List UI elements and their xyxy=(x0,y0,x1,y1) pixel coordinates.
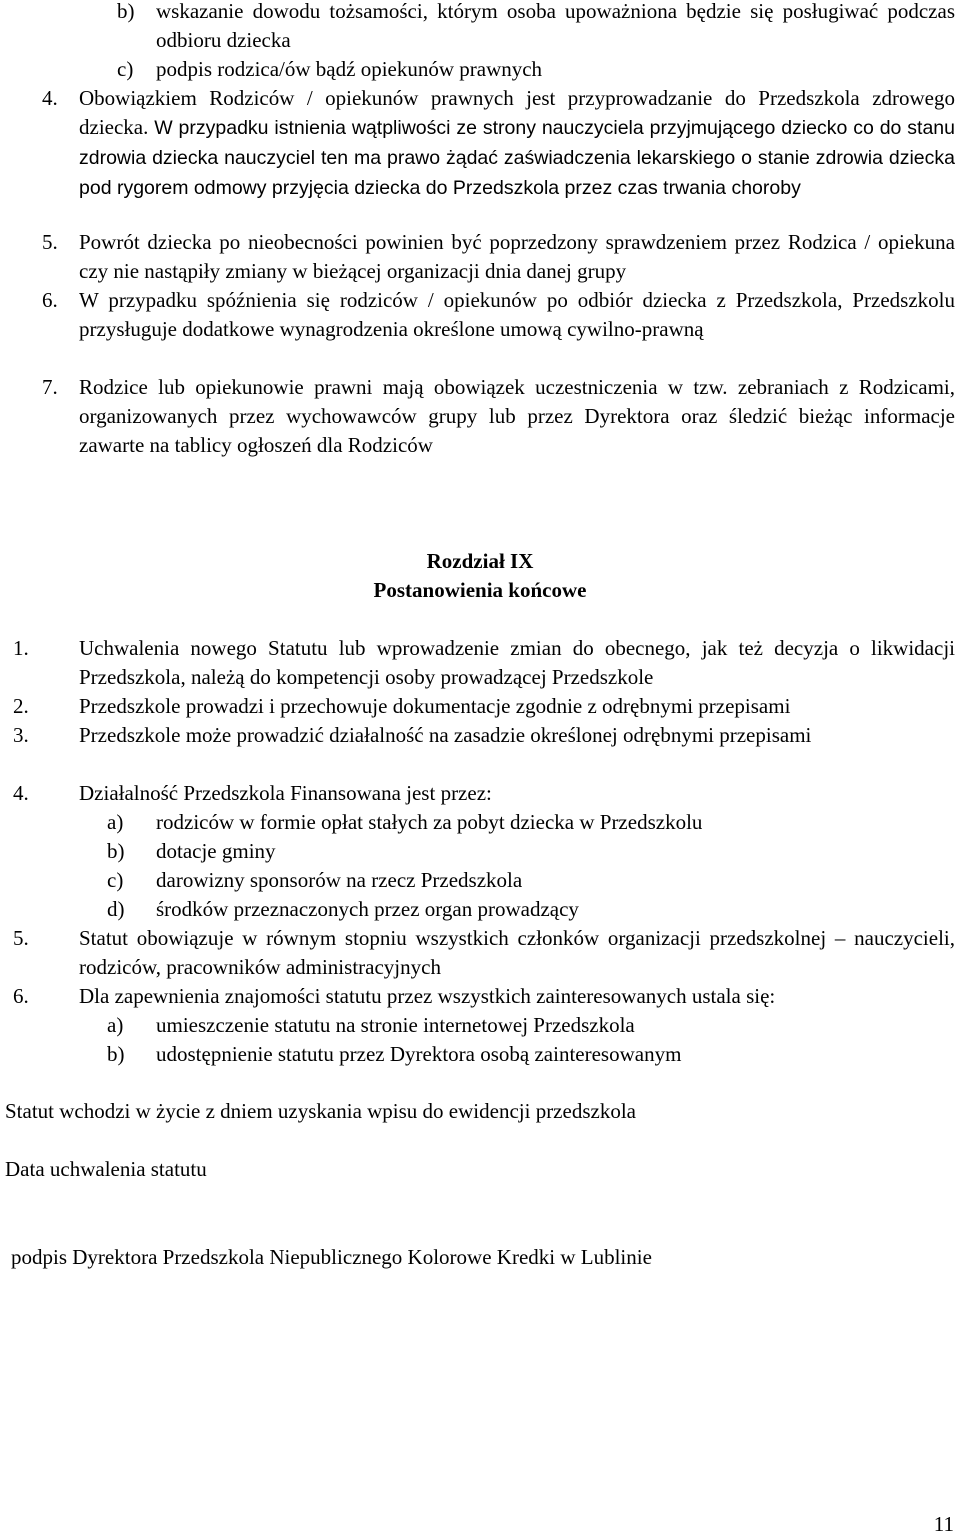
list-item-c xyxy=(0,55,955,84)
list-text: Dla zapewnienia znajomości statutu przez wszystkich zainteresowanych ustala się: xyxy=(79,984,776,1008)
list-marker: b) xyxy=(117,0,135,23)
list-marker: 5. xyxy=(13,926,29,950)
page-number: 11 xyxy=(933,1512,954,1536)
list-marker: 2. xyxy=(13,694,29,718)
final-subitem-d xyxy=(0,895,955,924)
list-marker: c) xyxy=(107,868,124,892)
list-item-b xyxy=(0,0,955,55)
final-item-2 xyxy=(0,692,955,721)
effective-statement: Statut wchodzi w życie z dniem uzyskania wpisu do ewidencji przedszkola xyxy=(5,1099,636,1123)
list-text: Przedszkole prowadzi i przechowuje dokumentacje zgodnie z odrębnymi przepisami xyxy=(79,694,791,718)
list-text-sans: W przypadku istnienia wątpliwości ze strony nauczyciela przyjmującego dziecko co do stanu zdrowia dziecka nauczyciel ten ma prawo żądać zaświadczenia lekarskiego o stanie zdrowia dziecka pod rygorem odmowy przyjęcia dziecka do Przedszkola przez czas trwania choroby xyxy=(79,117,955,199)
chapter-number: Rozdział IX xyxy=(426,549,534,573)
list-text: podpis rodzica/ów bądź opiekunów prawnych xyxy=(156,57,543,81)
list-item-6 xyxy=(0,286,955,344)
chapter-title: Postanowienia końcowe xyxy=(373,578,587,602)
list-item-5 xyxy=(0,228,955,286)
final-item-4 xyxy=(0,779,955,808)
final-subitem-6b xyxy=(0,1040,955,1069)
list-marker: b) xyxy=(107,1042,125,1066)
list-marker: 6. xyxy=(13,984,29,1008)
list-text: rodziców w formie opłat stałych za pobyt dziecka w Przedszkolu xyxy=(156,810,703,834)
list-text: dotacje gminy xyxy=(156,839,276,863)
list-text-serif: Obowiązkiem Rodziców / opiekunów prawnych jest przyprowadzanie do Przedszkola zdrowego dziecka. xyxy=(79,86,955,139)
list-marker: 1. xyxy=(13,636,29,660)
list-marker: b) xyxy=(107,839,125,863)
final-item-1 xyxy=(0,634,955,692)
list-text: Rodzice lub opiekunowie prawni mają obowiązek uczestniczenia w tzw. zebraniach z Rodzicami, organizowanych przez wychowawców grupy lub przez Dyrektora oraz śledzić bieżąc informacje zawarte na tablicy ogłoszeń dla Rodziców xyxy=(79,375,955,457)
list-text: umieszczenie statutu na stronie internetowej Przedszkola xyxy=(156,1013,635,1037)
final-subitem-6a xyxy=(0,1011,955,1040)
list-marker: 4. xyxy=(13,781,29,805)
final-subitem-c xyxy=(0,866,955,895)
list-marker: 7. xyxy=(42,375,58,399)
list-marker: 6. xyxy=(42,288,58,312)
list-marker: 3. xyxy=(13,723,29,747)
list-text: udostępnienie statutu przez Dyrektora osobą zainteresowanym xyxy=(156,1042,682,1066)
list-text: środków przeznaczonych przez organ prowadzący xyxy=(156,897,579,921)
list-text: wskazanie dowodu tożsamości, którym osoba upoważniona będzie się posługiwać podczas odbioru dziecka xyxy=(156,0,955,52)
list-text: Przedszkole może prowadzić działalność na zasadzie określonej odrębnymi przepisami xyxy=(79,723,812,747)
list-marker: c) xyxy=(117,57,134,81)
list-text: Powrót dziecka po nieobecności powinien być poprzedzony sprawdzeniem przez Rodzica / opiekuna czy nie nastąpiły zmiany w bieżącej organizacji dnia danej grupy xyxy=(79,230,955,283)
list-item-4 xyxy=(0,84,955,203)
list-text: W przypadku spóźnienia się rodziców / opiekunów po odbiór dziecka z Przedszkola, Przedszkolu przysługuje dodatkowe wynagrodzenia określone umową cywilno-prawną xyxy=(79,288,955,341)
director-signature-line: podpis Dyrektora Przedszkola Niepublicznego Kolorowe Kredki w Lublinie xyxy=(11,1245,652,1269)
final-subitem-b xyxy=(0,837,955,866)
list-marker: 4. xyxy=(42,86,58,110)
adoption-date-label: Data uchwalenia statutu xyxy=(5,1157,207,1181)
final-subitem-a xyxy=(0,808,955,837)
list-marker: d) xyxy=(107,897,125,921)
list-text: Uchwalenia nowego Statutu lub wprowadzenie zmian do obecnego, jak też decyzja o likwidacji Przedszkola, należą do kompetencji osoby prowadzącej Przedszkole xyxy=(79,636,955,689)
final-item-6 xyxy=(0,982,955,1011)
list-text xyxy=(79,84,955,203)
final-item-5 xyxy=(0,924,955,982)
list-text: Działalność Przedszkola Finansowana jest przez: xyxy=(79,781,492,805)
list-text: darowizny sponsorów na rzecz Przedszkola xyxy=(156,868,523,892)
list-item-7 xyxy=(0,373,955,460)
list-marker: a) xyxy=(107,1013,124,1037)
list-marker: 5. xyxy=(42,230,58,254)
list-marker: a) xyxy=(107,810,124,834)
final-item-3 xyxy=(0,721,955,750)
list-text: Statut obowiązuje w równym stopniu wszystkich członków organizacji przedszkolnej – nauczycieli, rodziców, pracowników administracyjnych xyxy=(79,926,955,979)
